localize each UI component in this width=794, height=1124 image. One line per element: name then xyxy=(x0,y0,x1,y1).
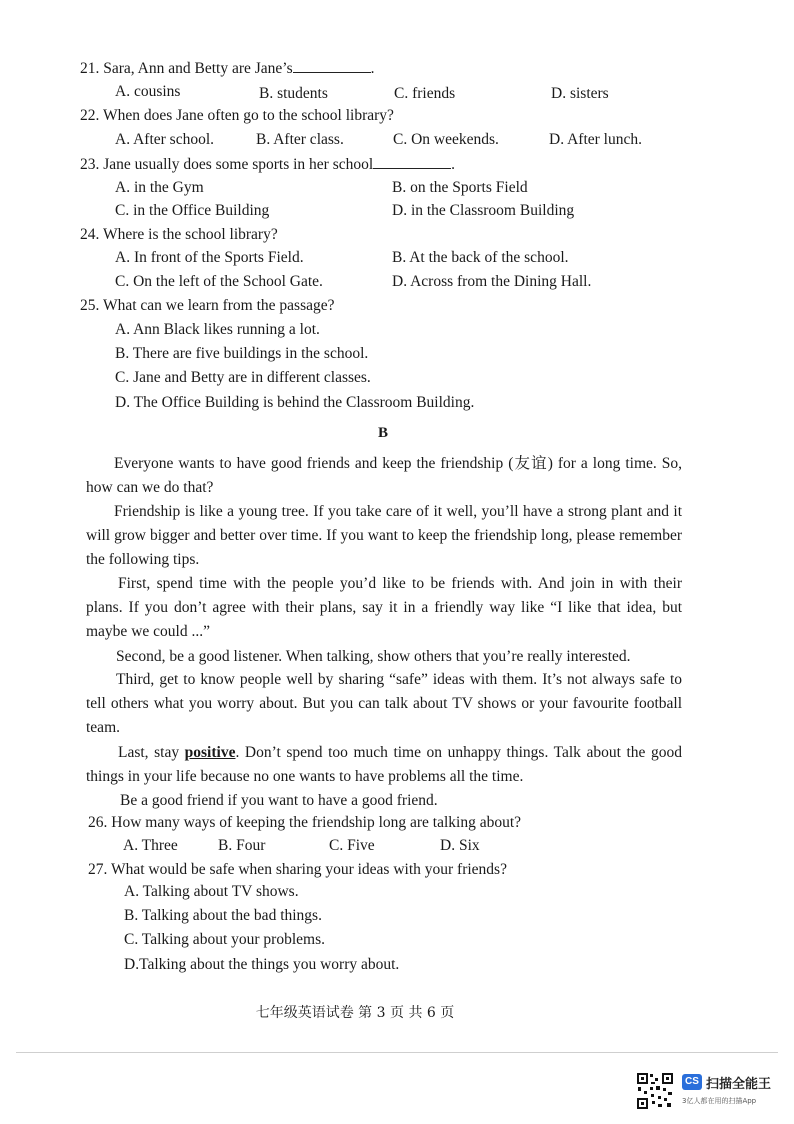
option: B. students xyxy=(259,85,328,102)
option: C. On the left of the School Gate. xyxy=(115,273,323,290)
passage-paragraph-2: Friendship is like a young tree. If you take care of it well, you’ll have a strong plant and it will grow bigger and better over time. If you want to keep the friendship long, please remember the following tips. xyxy=(86,503,682,568)
option: C. friends xyxy=(394,85,456,102)
option: C. On weekends. xyxy=(393,131,499,148)
answer-blank xyxy=(373,154,451,169)
option: C. Five xyxy=(329,837,375,854)
option: A. Talking about TV shows. xyxy=(124,883,299,900)
scanner-app-title: 扫描全能王 xyxy=(706,1077,772,1092)
footer-divider xyxy=(16,1052,778,1053)
page-number-text: 七年级英语试卷 第 3 页 共 6 页 xyxy=(255,1005,455,1021)
option: B. Four xyxy=(218,837,266,854)
passage-paragraph-1: Everyone wants to have good friends and keep the friendship (友谊) for a long time. So, how can we do that? xyxy=(86,455,682,496)
option: D. in the Classroom Building xyxy=(392,202,575,219)
question-23 xyxy=(80,154,455,175)
option: C. Jane and Betty are in different classes. xyxy=(115,369,371,386)
option: C. in the Office Building xyxy=(115,202,270,219)
underlined-word: positive xyxy=(184,744,236,761)
option: B. At the back of the school. xyxy=(392,249,569,266)
question-25: 25. What can we learn from the passage? xyxy=(80,297,335,314)
section-heading: B xyxy=(378,425,389,441)
option: B. on the Sports Field xyxy=(392,179,528,196)
option: A. Three xyxy=(123,837,178,854)
scanner-app-subtitle: 3亿人都在用的扫描App xyxy=(682,1097,757,1105)
option: D.Talking about the things you worry about. xyxy=(124,956,400,973)
option: A. After school. xyxy=(115,131,215,148)
passage-paragraph-3: First, spend time with the people you’d like to be friends with. And join in with their plans. If you don’t agree with their plans, say it in a friendly way like “I like that idea, but maybe we could ...” xyxy=(86,575,682,640)
question-stem: 23. Jane usually does some sports in her school xyxy=(80,156,374,173)
option: B. Talking about the bad things. xyxy=(124,907,322,924)
option: A. Ann Black likes running a lot. xyxy=(115,321,320,338)
option: A. in the Gym xyxy=(115,179,204,196)
option: D. Six xyxy=(440,837,480,854)
question-26: 26. How many ways of keeping the friendship long are talking about? xyxy=(88,814,522,831)
option: D. Across from the Dining Hall. xyxy=(392,273,592,290)
option: A. cousins xyxy=(115,83,181,100)
question-21 xyxy=(80,58,375,79)
camscanner-logo-icon: CS xyxy=(682,1074,702,1090)
question-suffix: . xyxy=(370,60,375,77)
qr-code-icon xyxy=(636,1072,674,1110)
question-stem: 21. Sara, Ann and Betty are Jane’s xyxy=(80,60,293,77)
passage-paragraph-7: Be a good friend if you want to have a good friend. xyxy=(120,792,438,809)
answer-blank xyxy=(293,58,371,73)
option: A. In front of the Sports Field. xyxy=(115,249,304,266)
question-24: 24. Where is the school library? xyxy=(80,226,278,243)
option: D. After lunch. xyxy=(549,131,642,148)
passage-paragraph-5: Third, get to know people well by sharing “safe” ideas with them. It’s not always safe to tell others what you worry about. But you can talk about TV shows or your favourite football team. xyxy=(86,671,682,736)
paragraph-text: . Don’t spend too much time on unhappy things. Talk about the good things in your life because no one wants to have problems all the time. xyxy=(86,744,682,785)
option: B. After class. xyxy=(256,131,344,148)
passage-paragraph-4: Second, be a good listener. When talking, show others that you’re really interested. xyxy=(116,648,631,665)
question-22: 22. When does Jane often go to the school library? xyxy=(80,107,394,124)
passage-paragraph-6 xyxy=(86,741,682,789)
option: B. There are five buildings in the school. xyxy=(115,345,369,362)
option: C. Talking about your problems. xyxy=(124,931,325,948)
question-27: 27. What would be safe when sharing your ideas with your friends? xyxy=(88,861,507,878)
question-suffix: . xyxy=(451,156,456,173)
option: D. The Office Building is behind the Classroom Building. xyxy=(115,394,475,411)
option: D. sisters xyxy=(551,85,609,102)
paragraph-text: Last, stay xyxy=(118,744,180,761)
page-footer xyxy=(0,1002,710,1022)
